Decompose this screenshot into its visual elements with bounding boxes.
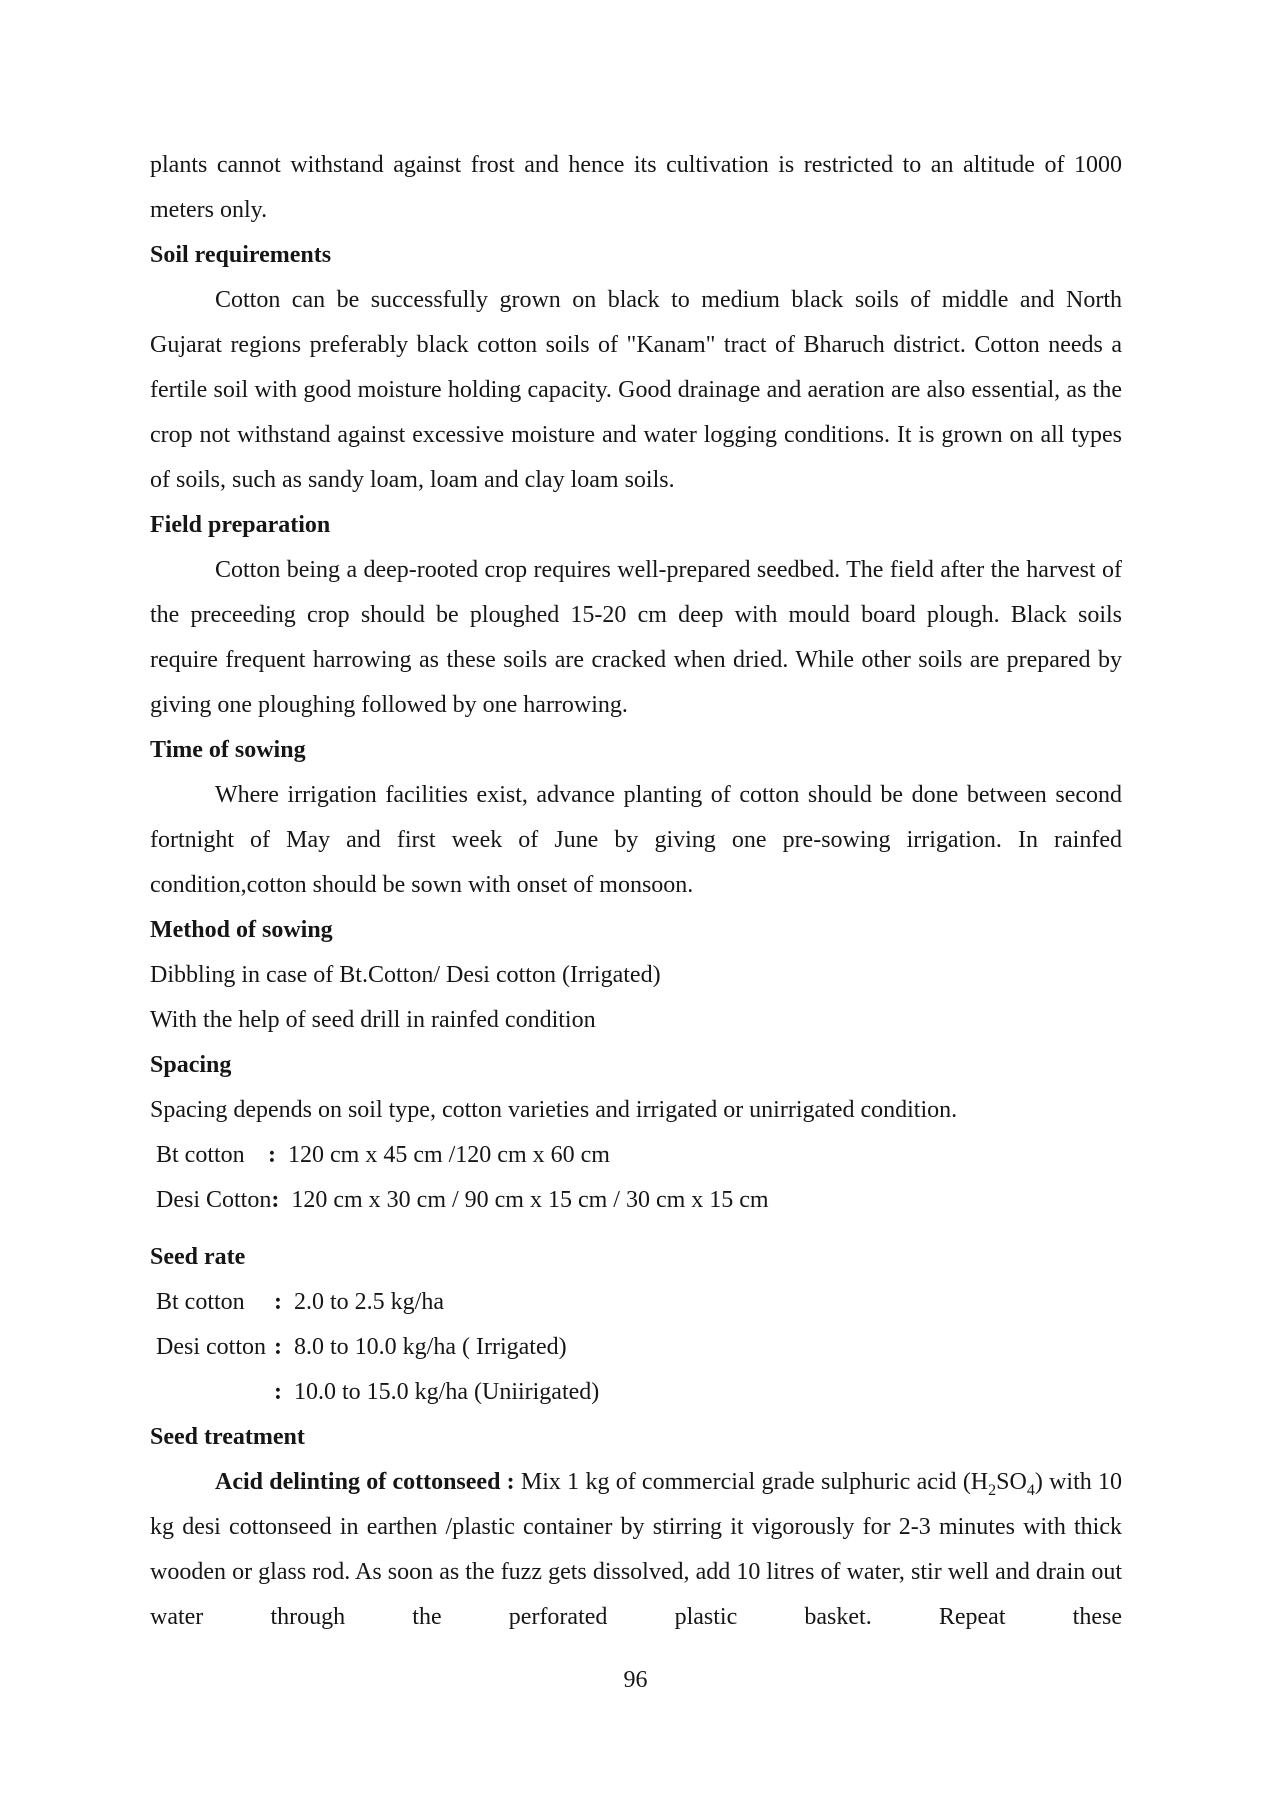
spacing-row-desi-cotton [150, 1178, 1122, 1223]
field-preparation-paragraph: Cotton being a deep-rooted crop requires well-prepared seedbed. The field after the harvest of the preceeding crop should be ploughed 15-20 cm deep with mould board plough. Black soils require frequent harrowing as these soils are cracked when dried. While other soils are prepared by giving one ploughing followed by one harrowing. [150, 557, 1122, 718]
h2so4-subscript-2: 2 [988, 1481, 997, 1499]
seed-rate-row-value: 2.0 to 2.5 kg/ha [294, 1289, 444, 1315]
seed-rate-row-desi-cotton [150, 1325, 1122, 1370]
spacing-row-value: 120 cm x 45 cm /120 cm x 60 cm [288, 1142, 610, 1168]
soil-requirements-paragraph: Cotton can be successfully grown on black to medium black soils of middle and North Gujarat regions preferably black cotton soils of "Kanam" tract of Bharuch district. Cotton needs a fertile soil with good moisture holding capacity. Good drainage and aeration are also essential, as the crop not withstand against excessive moisture and water logging conditions. It is grown on all types of soils, such as sandy loam, loam and clay loam soils. [150, 287, 1122, 493]
seed-rate-row-colon: : [274, 1334, 282, 1360]
intro-paragraph-continuation: plants cannot withstand against frost and hence its cultivation is restricted to an altitude of 1000 meters only. [150, 152, 1122, 223]
spacing-row-value: 120 cm x 30 cm / 90 cm x 15 cm / 30 cm x 15 cm [291, 1187, 769, 1213]
acid-delinting-lead: Acid delinting of cottonseed : [215, 1469, 515, 1495]
time-of-sowing-paragraph: Where irrigation facilities exist, advance planting of cotton should be done between second fortnight of May and first week of June by giving one pre-sowing irrigation. In rainfed condition,cotton should be sown with onset of monsoon. [150, 782, 1122, 898]
h2so4-subscript-4: 4 [1026, 1481, 1035, 1499]
section-heading-time-of-sowing: Time of sowing [150, 737, 306, 763]
seed-rate-row-unirrigated [150, 1370, 1122, 1415]
seed-treatment-text-pre: Mix 1 kg of commercial grade sulphuric acid (H [514, 1469, 989, 1495]
spacing-row-colon: : [268, 1142, 276, 1168]
section-heading-method-of-sowing: Method of sowing [150, 917, 333, 943]
method-of-sowing-line-1: Dibbling in case of Bt.Cotton/ Desi cotton (Irrigated) [150, 962, 661, 988]
seed-treatment-paragraph [150, 1460, 1122, 1640]
seed-rate-row-colon: : [274, 1379, 282, 1405]
document-content [150, 143, 1122, 1640]
seed-rate-row-value: 10.0 to 15.0 kg/ha (Uniirigated) [294, 1379, 600, 1405]
seed-rate-row-label: Desi cotton [156, 1334, 266, 1360]
method-of-sowing-line-2: With the help of seed drill in rainfed condition [150, 1007, 596, 1033]
seed-treatment-text-post: ) with 10 kg desi cottonseed in earthen /plastic container by stirring it vigorously for 2-3 minutes with thick wooden or glass rod. As soon as the fuzz gets dissolved, add 10 litres of water, stir well and drain out water through the perforated plastic basket. Repeat these [150, 1469, 1122, 1630]
page-number: 96 [623, 1667, 648, 1693]
spacing-intro-line: Spacing depends on soil type, cotton varieties and irrigated or unirrigated condition. [150, 1097, 958, 1123]
spacing-row-colon: : [271, 1187, 280, 1213]
section-heading-seed-treatment: Seed treatment [150, 1424, 305, 1450]
seed-rate-row-colon: : [274, 1289, 282, 1315]
seed-rate-row-bt-cotton [150, 1280, 1122, 1325]
section-heading-soil-requirements: Soil requirements [150, 242, 332, 268]
spacing-row-bt-cotton [150, 1133, 1122, 1178]
section-heading-seed-rate: Seed rate [150, 1244, 246, 1270]
section-heading-field-preparation: Field preparation [150, 512, 331, 538]
seed-rate-row-value: 8.0 to 10.0 kg/ha ( Irrigated) [294, 1334, 567, 1360]
section-heading-spacing: Spacing [150, 1052, 232, 1078]
spacing-row-label: Desi Cotton [156, 1187, 272, 1213]
spacing-row-label: Bt cotton [156, 1142, 245, 1168]
seed-rate-row-label: Bt cotton [156, 1289, 245, 1315]
seed-treatment-text-mid: SO [996, 1469, 1027, 1495]
